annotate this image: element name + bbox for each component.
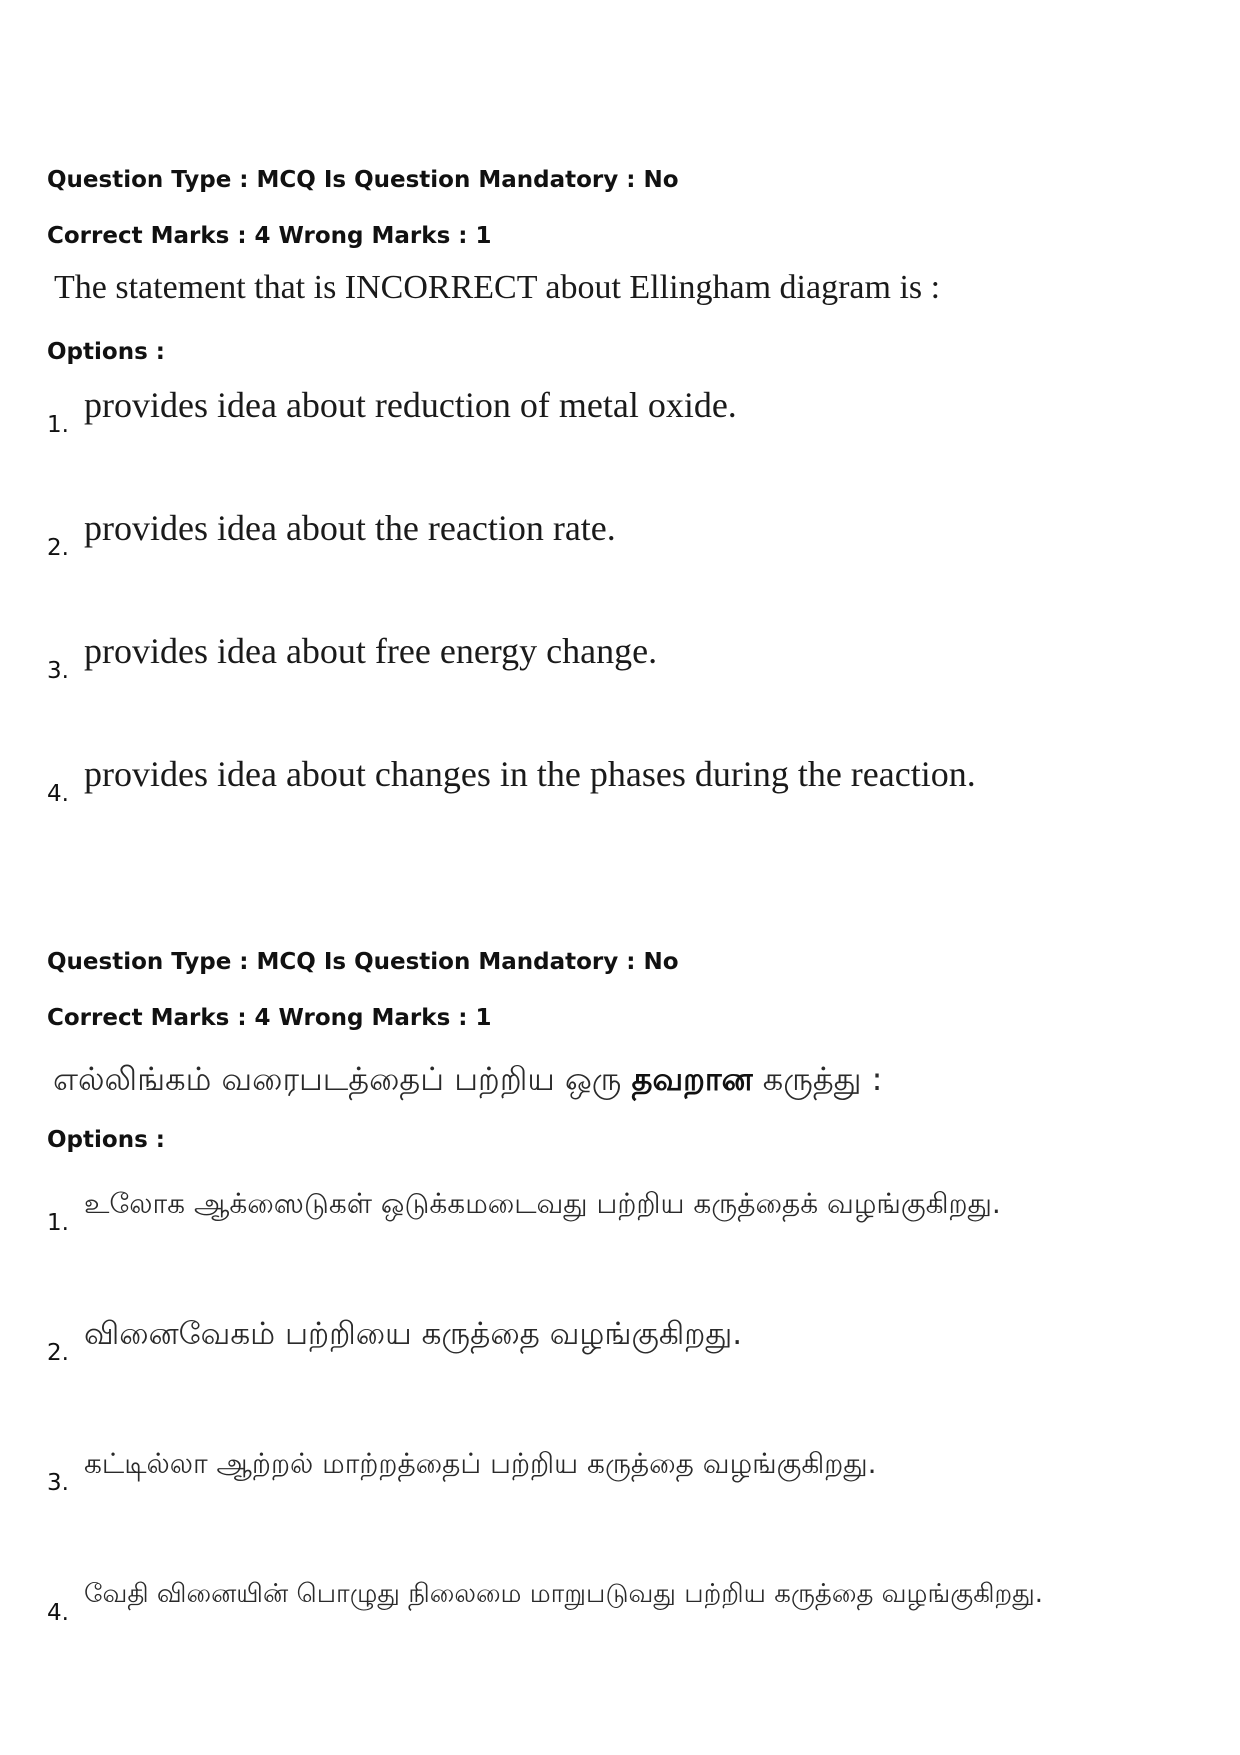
stem-text: கருத்து : — [762, 1060, 883, 1098]
stem-text: எல்லிங்கம் வரைபடத்தைப் பற்றிய ஒரு — [53, 1060, 622, 1098]
marks-line: Correct Marks : 4 Wrong Marks : 1 — [47, 1005, 492, 1031]
option-text[interactable]: கட்டில்லா ஆற்றல் மாற்றத்தைப் பற்றிய கருத்தை வழங்குகிறது. — [84, 1447, 877, 1480]
option-number: 2. — [47, 1340, 69, 1366]
option-text[interactable]: provides idea about reduction of metal oxide. — [84, 385, 737, 425]
options-label: Options : — [47, 1127, 165, 1153]
option-number: 4. — [47, 1600, 69, 1626]
option-text[interactable]: வினைவேகம் பற்றியை கருத்தை வழங்குகிறது. — [84, 1316, 743, 1352]
option-number: 3. — [47, 658, 69, 684]
stem-emphasis: தவறான — [631, 1060, 753, 1098]
option-text[interactable]: provides idea about free energy change. — [84, 631, 658, 671]
option-number: 1. — [47, 1210, 69, 1236]
option-text[interactable]: உலோக ஆக்ஸைடுகள் ஒடுக்கமடைவது பற்றிய கருத்தைக் வழங்குகிறது. — [84, 1187, 1001, 1220]
question-stem: The statement that is INCORRECT about Ellingham diagram is : — [54, 269, 941, 306]
options-label: Options : — [47, 339, 165, 365]
option-number: 3. — [47, 1470, 69, 1496]
option-number: 4. — [47, 781, 69, 807]
question-type-line: Question Type : MCQ Is Question Mandatory : No — [47, 167, 679, 193]
question-type-line: Question Type : MCQ Is Question Mandatory : No — [47, 949, 679, 975]
option-text[interactable]: வேதி வினையின் பொழுது நிலைமை மாறுபடுவது பற்றிய கருத்தை வழங்குகிறது. — [84, 1579, 1044, 1609]
question-stem — [53, 1058, 882, 1100]
marks-line: Correct Marks : 4 Wrong Marks : 1 — [47, 223, 492, 249]
option-number: 2. — [47, 535, 69, 561]
option-text[interactable]: provides idea about changes in the phases during the reaction. — [84, 754, 976, 794]
option-number: 1. — [47, 412, 69, 438]
option-text[interactable]: provides idea about the reaction rate. — [84, 508, 616, 548]
